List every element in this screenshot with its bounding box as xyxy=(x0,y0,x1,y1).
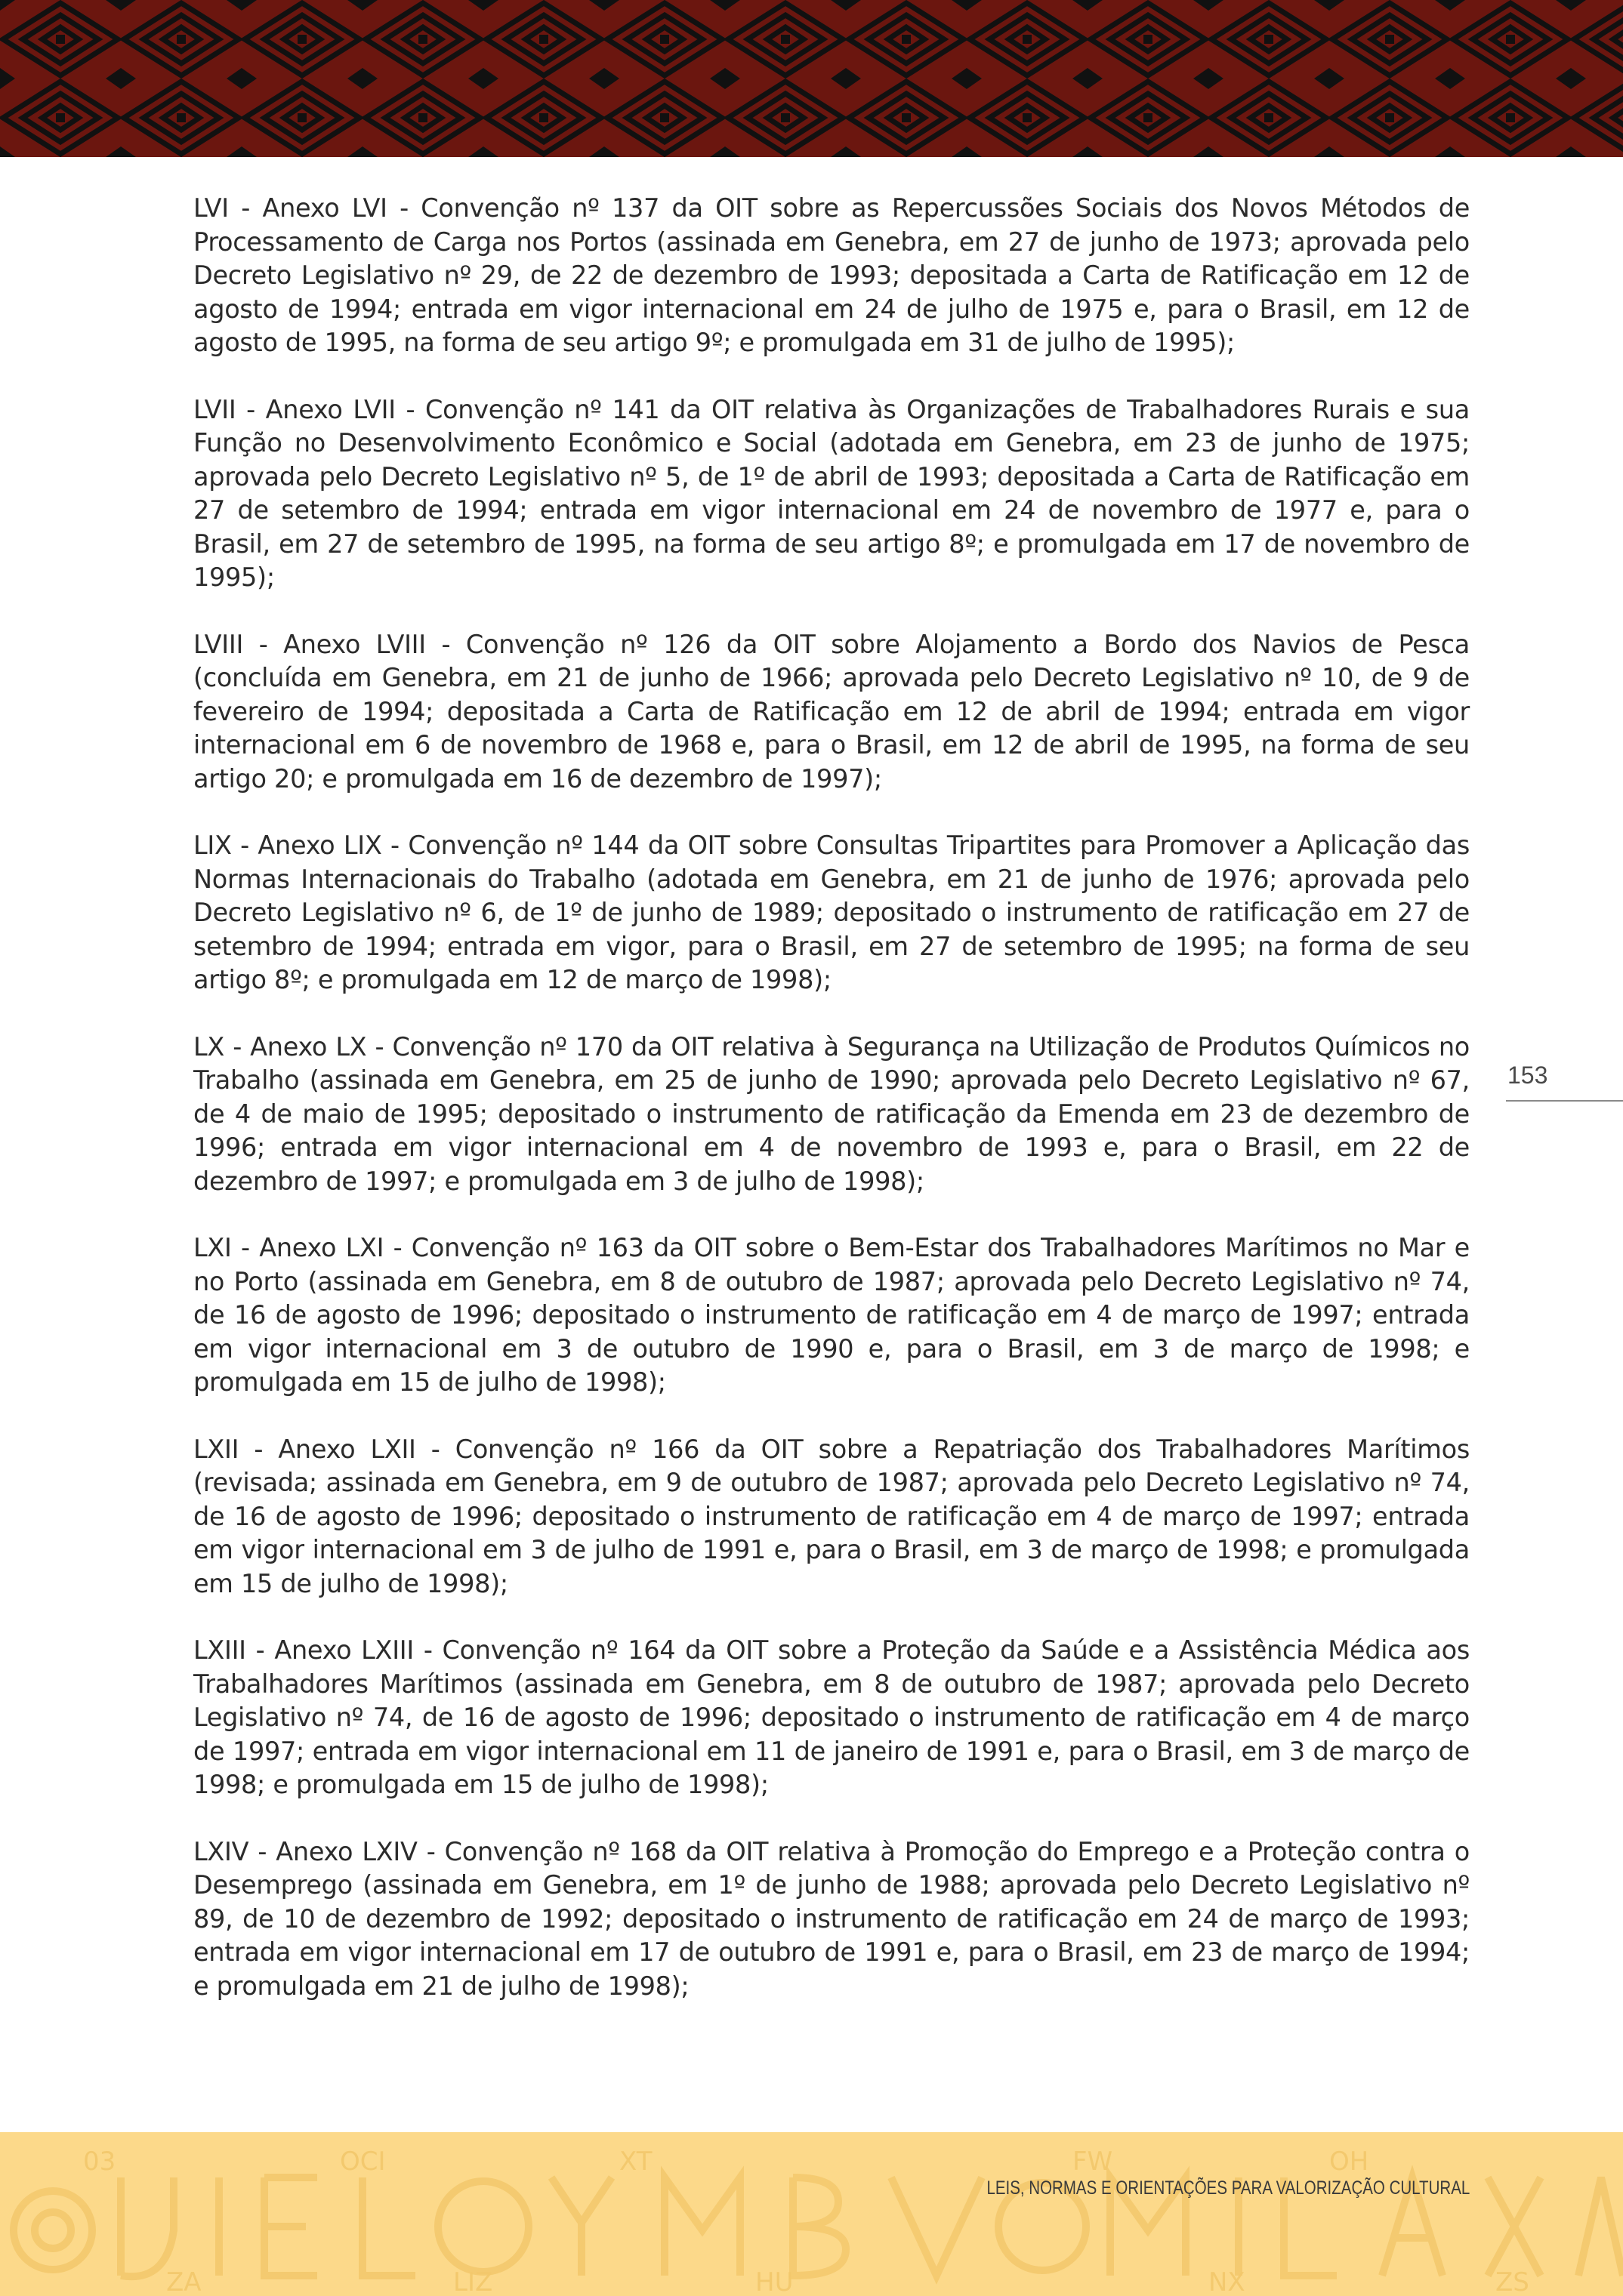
page-number-rule xyxy=(1506,1100,1623,1102)
annex-paragraph-lxi: LXI - Anexo LXI - Convenção nº 163 da OIT sobre o Bem-Estar dos Trabalhadores Marítimos no Mar e no Porto (assinada em Genebra, em 8 de outubro de 1987; aprovada pelo Decreto Legislativo nº 74, de 16 de agosto de 1996; depositado o instrumento de ratificação em 4 de março de 1997; entrada em vigor internacional em 3 de outubro de 1990 e, para o Brasil, em 3 de março de 1998; e promulgada em 15 de julho de 1998); xyxy=(193,1233,1470,1397)
svg-text:NX: NX xyxy=(1208,2267,1245,2296)
decorative-letters-icon xyxy=(0,2132,1623,2296)
annex-paragraph-lxiii: LXIII - Anexo LXIII - Convenção nº 164 da OIT sobre a Proteção da Saúde e a Assistência Médica aos Trabalhadores Marítimos (assinada em Genebra, em 8 de outubro de 1987; aprovada pelo Decreto Legislativo nº 74, de 16 de agosto de 1996; depositado o instrumento de ratificação em 4 de março de 1997; entrada em vigor internacional em 11 de janeiro de 1991 e, para o Brasil, em 3 de março de 1998; e promulgada em 15 de julho de 1998); xyxy=(193,1635,1470,1799)
svg-text:03: 03 xyxy=(83,2147,116,2177)
svg-text:HU: HU xyxy=(755,2267,794,2296)
annex-paragraph-lvi: LVI - Anexo LVI - Convenção nº 137 da OIT sobre as Repercussões Sociais dos Novos Métodos de Processamento de Carga nos Portos (assinada em Genebra, em 27 de junho de 1973; aprovada pelo Decreto Legislativo nº 29, de 22 de dezembro de 1993; depositada a Carta de Ratificação em 12 de agosto de 1994; entrada em vigor internacional em 24 de julho de 1975 e, para o Brasil, em 12 de agosto de 1995, na forma de seu artigo 9º; e promulgada em 31 de julho de 1995); xyxy=(193,193,1470,357)
footer-publication-title: LEIS, NORMAS E ORIENTAÇÕES PARA VALORIZAÇÃO CULTURAL xyxy=(986,2177,1470,2199)
annex-paragraph-lviii: LVIII - Anexo LVIII - Convenção nº 126 da OIT sobre Alojamento a Bordo dos Navios de Pesca (concluída em Genebra, em 21 de junho de 1966; aprovada pelo Decreto Legislativo nº 10, de 9 de fevereiro de 1994; depositada a Carta de Ratificação em 12 de abril de 1994; entrada em vigor internacional em 6 de novembro de 1968 e, para o Brasil, em 12 de abril de 1995, na forma de seu artigo 20; e promulgada em 16 de dezembro de 1997); xyxy=(193,629,1470,794)
svg-text:ZS: ZS xyxy=(1495,2267,1529,2296)
svg-text:ZA: ZA xyxy=(166,2267,202,2296)
page-number: 153 xyxy=(1507,1062,1548,1089)
footer-pattern-band xyxy=(0,2132,1623,2296)
document-body xyxy=(193,192,1470,2036)
annex-paragraph-lxii: LXII - Anexo LXII - Convenção nº 166 da OIT sobre a Repatriação dos Trabalhadores Marítimos (revisada; assinada em Genebra, em 9 de outubro de 1987; aprovada pelo Decreto Legislativo nº 74, de 16 de agosto de 1996; depositado o instrumento de ratificação em 4 de março de 1997; entrada em vigor internacional em 3 de julho de 1991 e, para o Brasil, em 3 de março de 1998; e promulgada em 15 de julho de 1998); xyxy=(193,1434,1470,1598)
annex-paragraph-lxiv: LXIV - Anexo LXIV - Convenção nº 168 da OIT relativa à Promoção do Emprego e a Proteção contra o Desemprego (assinada em Genebra, em 1º de junho de 1988; aprovada pelo Decreto Legislativo nº 89, de 10 de dezembro de 1992; depositado o instrumento de ratificação em 24 de março de 1993; entrada em vigor internacional em 17 de outubro de 1991 e, para o Brasil, em 23 de março de 1994; e promulgada em 21 de julho de 1998); xyxy=(193,1836,1470,2001)
svg-text:FW: FW xyxy=(1072,2147,1113,2177)
geometric-pattern-icon xyxy=(0,0,1623,157)
annex-paragraph-lvii: LVII - Anexo LVII - Convenção nº 141 da OIT relativa às Organizações de Trabalhadores Rurais e sua Função no Desenvolvimento Econômico e Social (adotada em Genebra, em 23 de junho de 1975; aprovada pelo Decreto Legislativo nº 5, de 1º de abril de 1993; depositada a Carta de Ratificação em 27 de setembro de 1994; entrada em vigor internacional em 24 de novembro de 1977 e, para o Brasil, em 27 de setembro de 1995, na forma de seu artigo 8º; e promulgada em 17 de novembro de 1995); xyxy=(193,394,1470,592)
annex-paragraph-lix: LIX - Anexo LIX - Convenção nº 144 da OIT sobre Consultas Tripartites para Promover a Aplicação das Normas Internacionais do Trabalho (adotada em Genebra, em 21 de junho de 1976; aprovada pelo Decreto Legislativo nº 6, de 1º de junho de 1989; depositado o instrumento de ratificação em 27 de setembro de 1994; entrada em vigor, para o Brasil, em 27 de setembro de 1995; na forma de seu artigo 8º; e promulgada em 12 de março de 1998); xyxy=(193,831,1470,994)
header-pattern-band xyxy=(0,0,1623,157)
svg-text:OH: OH xyxy=(1329,2147,1369,2177)
svg-text:LIZ: LIZ xyxy=(453,2267,493,2296)
annex-paragraph-lx: LX - Anexo LX - Convenção nº 170 da OIT relativa à Segurança na Utilização de Produtos Químicos no Trabalho (assinada em Genebra, em 25 de junho de 1990; aprovada pelo Decreto Legislativo nº 67, de 4 de maio de 1995; depositado o instrumento de ratificação da Emenda em 23 de dezembro de 1996; entrada em vigor internacional em 4 de novembro de 1993 e, para o Brasil, em 22 de dezembro de 1997; e promulgada em 3 de julho de 1998); xyxy=(193,1031,1470,1196)
svg-text:XT: XT xyxy=(619,2147,653,2177)
svg-text:OCI: OCI xyxy=(340,2147,386,2177)
